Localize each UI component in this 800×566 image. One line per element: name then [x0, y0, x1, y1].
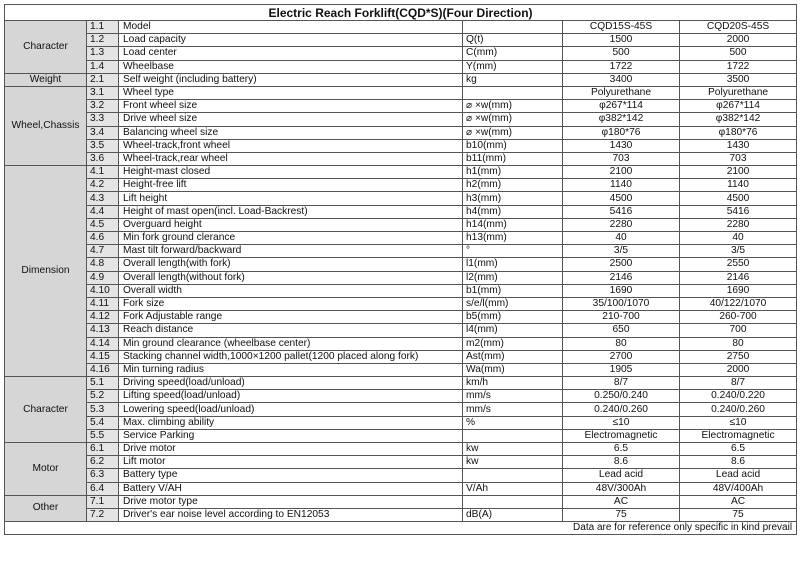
row-item: Service Parking	[119, 429, 463, 442]
row-value-model-2: 80	[680, 337, 797, 350]
row-value-model-2: 2000	[680, 34, 797, 47]
row-value-model-1: φ382*142	[563, 113, 680, 126]
row-unit: ⌀ ×w(mm)	[463, 100, 563, 113]
row-value-model-1: 8/7	[563, 377, 680, 390]
table-row	[5, 73, 797, 86]
title-row	[5, 5, 797, 21]
row-item: Wheel-track,front wheel	[119, 139, 463, 152]
row-value-model-1: 0.250/0.240	[563, 390, 680, 403]
row-item: Battery type	[119, 469, 463, 482]
table-row	[5, 337, 797, 350]
row-item: Front wheel size	[119, 100, 463, 113]
row-value-model-2: 2000	[680, 363, 797, 376]
row-number: 3.6	[87, 152, 119, 165]
row-item: Max. climbing ability	[119, 416, 463, 429]
row-number: 4.2	[87, 179, 119, 192]
row-unit: Y(mm)	[463, 60, 563, 73]
row-number: 6.1	[87, 443, 119, 456]
row-number: 4.4	[87, 205, 119, 218]
table-row	[5, 363, 797, 376]
row-number: 4.5	[87, 218, 119, 231]
row-unit: °	[463, 245, 563, 258]
row-number: 6.2	[87, 456, 119, 469]
spec-sheet	[4, 4, 796, 535]
row-number: 7.2	[87, 508, 119, 521]
row-unit: b11(mm)	[463, 152, 563, 165]
row-unit: h14(mm)	[463, 218, 563, 231]
row-value-model-2: 2100	[680, 166, 797, 179]
table-row	[5, 495, 797, 508]
row-value-model-2: 40	[680, 232, 797, 245]
row-value-model-2: 0.240/0.260	[680, 403, 797, 416]
row-value-model-1: 1722	[563, 60, 680, 73]
table-row	[5, 297, 797, 310]
table-row	[5, 245, 797, 258]
row-unit: l4(mm)	[463, 324, 563, 337]
row-number: 5.3	[87, 403, 119, 416]
table-row	[5, 34, 797, 47]
row-item: Fork size	[119, 297, 463, 310]
row-unit	[463, 495, 563, 508]
row-unit: C(mm)	[463, 47, 563, 60]
row-value-model-1: 3/5	[563, 245, 680, 258]
row-unit: km/h	[463, 377, 563, 390]
row-number: 4.3	[87, 192, 119, 205]
row-number: 4.9	[87, 271, 119, 284]
row-number: 6.4	[87, 482, 119, 495]
table-row	[5, 21, 797, 34]
row-unit: Wa(mm)	[463, 363, 563, 376]
row-item: Driver's ear noise level according to EN12053	[119, 508, 463, 521]
row-unit: b5(mm)	[463, 311, 563, 324]
row-value-model-2: CQD20S-45S	[680, 21, 797, 34]
group-label: Character	[5, 21, 87, 74]
row-item: Height of mast open(incl. Load-Backrest)	[119, 205, 463, 218]
row-value-model-2: 4500	[680, 192, 797, 205]
row-number: 4.6	[87, 232, 119, 245]
row-value-model-1: 2700	[563, 350, 680, 363]
row-value-model-1: 48V/300Ah	[563, 482, 680, 495]
row-item: Reach distance	[119, 324, 463, 337]
table-row	[5, 258, 797, 271]
row-unit: s/e/l(mm)	[463, 297, 563, 310]
row-value-model-2: 2550	[680, 258, 797, 271]
row-number: 4.8	[87, 258, 119, 271]
row-item: Mast tilt forward/backward	[119, 245, 463, 258]
row-item: Overall width	[119, 284, 463, 297]
table-row	[5, 377, 797, 390]
row-value-model-1: ≤10	[563, 416, 680, 429]
row-number: 4.7	[87, 245, 119, 258]
table-row	[5, 126, 797, 139]
table-row	[5, 416, 797, 429]
row-value-model-1: 40	[563, 232, 680, 245]
table-row	[5, 482, 797, 495]
row-value-model-1: 2500	[563, 258, 680, 271]
table-title: Electric Reach Forklift(CQD*S)(Four Direction)	[5, 5, 797, 21]
table-row	[5, 403, 797, 416]
row-number: 4.15	[87, 350, 119, 363]
row-number: 4.12	[87, 311, 119, 324]
table-row	[5, 166, 797, 179]
row-item: Battery V/AH	[119, 482, 463, 495]
row-number: 3.5	[87, 139, 119, 152]
row-unit: Q(t)	[463, 34, 563, 47]
table-row	[5, 192, 797, 205]
row-value-model-2: 0.240/0.220	[680, 390, 797, 403]
table-row	[5, 60, 797, 73]
group-label: Weight	[5, 73, 87, 86]
row-value-model-1: CQD15S-45S	[563, 21, 680, 34]
row-value-model-2: 1140	[680, 179, 797, 192]
row-unit	[463, 429, 563, 442]
table-row	[5, 284, 797, 297]
row-unit: b1(mm)	[463, 284, 563, 297]
row-unit: h4(mm)	[463, 205, 563, 218]
row-value-model-2: AC	[680, 495, 797, 508]
row-value-model-1: Electromagnetic	[563, 429, 680, 442]
row-unit: h1(mm)	[463, 166, 563, 179]
row-unit: %	[463, 416, 563, 429]
row-item: Min ground clearance (wheelbase center)	[119, 337, 463, 350]
row-value-model-2: 2750	[680, 350, 797, 363]
row-unit	[463, 86, 563, 99]
row-item: Overall length(without fork)	[119, 271, 463, 284]
row-item: Lifting speed(load/unload)	[119, 390, 463, 403]
row-number: 4.13	[87, 324, 119, 337]
row-number: 3.1	[87, 86, 119, 99]
table-row	[5, 100, 797, 113]
table-row	[5, 390, 797, 403]
table-row	[5, 113, 797, 126]
table-row	[5, 456, 797, 469]
row-value-model-2: 48V/400Ah	[680, 482, 797, 495]
row-number: 2.1	[87, 73, 119, 86]
row-number: 1.2	[87, 34, 119, 47]
row-number: 1.4	[87, 60, 119, 73]
row-item: Lift height	[119, 192, 463, 205]
table-row	[5, 271, 797, 284]
row-value-model-2: 2146	[680, 271, 797, 284]
table-row	[5, 311, 797, 324]
row-item: Model	[119, 21, 463, 34]
table-row	[5, 324, 797, 337]
row-number: 4.14	[87, 337, 119, 350]
row-value-model-2: Lead acid	[680, 469, 797, 482]
row-value-model-2: φ382*142	[680, 113, 797, 126]
table-row	[5, 179, 797, 192]
row-value-model-1: 1905	[563, 363, 680, 376]
row-unit	[463, 469, 563, 482]
row-value-model-1: Polyurethane	[563, 86, 680, 99]
group-label: Motor	[5, 443, 87, 496]
row-value-model-2: 8/7	[680, 377, 797, 390]
row-unit: kw	[463, 456, 563, 469]
row-number: 7.1	[87, 495, 119, 508]
table-row	[5, 232, 797, 245]
row-item: Overguard height	[119, 218, 463, 231]
row-value-model-1: φ267*114	[563, 100, 680, 113]
table-row	[5, 218, 797, 231]
row-value-model-2: φ180*76	[680, 126, 797, 139]
row-unit: h3(mm)	[463, 192, 563, 205]
row-value-model-1: 4500	[563, 192, 680, 205]
row-unit: h13(mm)	[463, 232, 563, 245]
row-value-model-2: 700	[680, 324, 797, 337]
row-item: Wheel-track,rear wheel	[119, 152, 463, 165]
table-row	[5, 443, 797, 456]
row-number: 4.10	[87, 284, 119, 297]
row-item: Lift motor	[119, 456, 463, 469]
group-label: Dimension	[5, 166, 87, 377]
row-value-model-1: 1140	[563, 179, 680, 192]
table-row	[5, 139, 797, 152]
row-value-model-1: φ180*76	[563, 126, 680, 139]
row-item: Lowering speed(load/unload)	[119, 403, 463, 416]
table-row	[5, 469, 797, 482]
row-unit: mm/s	[463, 403, 563, 416]
row-value-model-1: 6.5	[563, 443, 680, 456]
row-unit: mm/s	[463, 390, 563, 403]
row-item: Height-mast closed	[119, 166, 463, 179]
row-item: Height-free lift	[119, 179, 463, 192]
row-value-model-2: 260-700	[680, 311, 797, 324]
row-item: Min fork ground clerance	[119, 232, 463, 245]
row-value-model-1: 5416	[563, 205, 680, 218]
row-value-model-2: 8.6	[680, 456, 797, 469]
row-number: 4.1	[87, 166, 119, 179]
table-row	[5, 86, 797, 99]
row-number: 5.2	[87, 390, 119, 403]
row-item: Driving speed(load/unload)	[119, 377, 463, 390]
row-value-model-1: 2146	[563, 271, 680, 284]
table-row	[5, 429, 797, 442]
row-value-model-2: 3/5	[680, 245, 797, 258]
row-value-model-1: 703	[563, 152, 680, 165]
row-value-model-1: 80	[563, 337, 680, 350]
row-value-model-1: Lead acid	[563, 469, 680, 482]
row-unit: dB(A)	[463, 508, 563, 521]
row-value-model-1: 210-700	[563, 311, 680, 324]
row-number: 5.4	[87, 416, 119, 429]
row-unit: kw	[463, 443, 563, 456]
group-label: Wheel,Chassis	[5, 86, 87, 165]
row-unit: Ast(mm)	[463, 350, 563, 363]
row-unit	[463, 21, 563, 34]
row-number: 1.3	[87, 47, 119, 60]
row-value-model-2: 1722	[680, 60, 797, 73]
row-unit: l2(mm)	[463, 271, 563, 284]
row-number: 4.11	[87, 297, 119, 310]
footnote-row	[5, 522, 797, 535]
row-value-model-2: φ267*114	[680, 100, 797, 113]
row-number: 1.1	[87, 21, 119, 34]
row-item: Wheel type	[119, 86, 463, 99]
table-row	[5, 508, 797, 521]
row-unit: ⌀ ×w(mm)	[463, 113, 563, 126]
row-value-model-2: Polyurethane	[680, 86, 797, 99]
row-unit: h2(mm)	[463, 179, 563, 192]
row-value-model-1: 2100	[563, 166, 680, 179]
row-value-model-1: 650	[563, 324, 680, 337]
row-item: Drive motor	[119, 443, 463, 456]
row-number: 3.2	[87, 100, 119, 113]
row-value-model-1: 0.240/0.260	[563, 403, 680, 416]
row-value-model-2: 1690	[680, 284, 797, 297]
group-label: Character	[5, 377, 87, 443]
row-value-model-1: 2280	[563, 218, 680, 231]
row-unit: ⌀ ×w(mm)	[463, 126, 563, 139]
row-number: 3.3	[87, 113, 119, 126]
row-unit: l1(mm)	[463, 258, 563, 271]
table-row	[5, 205, 797, 218]
spec-table	[4, 4, 797, 535]
row-item: Drive motor type	[119, 495, 463, 508]
row-item: Load center	[119, 47, 463, 60]
row-value-model-1: 1500	[563, 34, 680, 47]
row-value-model-1: 1430	[563, 139, 680, 152]
row-item: Overall length(with fork)	[119, 258, 463, 271]
row-value-model-2: 1430	[680, 139, 797, 152]
row-value-model-1: 35/100/1070	[563, 297, 680, 310]
row-value-model-1: 1690	[563, 284, 680, 297]
row-unit: b10(mm)	[463, 139, 563, 152]
row-item: Stacking channel width,1000×1200 pallet(1200 placed along fork)	[119, 350, 463, 363]
row-value-model-1: 75	[563, 508, 680, 521]
row-value-model-2: 3500	[680, 73, 797, 86]
table-row	[5, 152, 797, 165]
row-item: Self weight (including battery)	[119, 73, 463, 86]
row-number: 3.4	[87, 126, 119, 139]
row-item: Load capacity	[119, 34, 463, 47]
row-value-model-2: 5416	[680, 205, 797, 218]
row-number: 5.5	[87, 429, 119, 442]
row-value-model-1: 500	[563, 47, 680, 60]
row-item: Balancing wheel size	[119, 126, 463, 139]
footnote: Data are for reference only specific in kind prevail	[5, 522, 797, 535]
row-value-model-2: 500	[680, 47, 797, 60]
table-row	[5, 47, 797, 60]
row-value-model-1: AC	[563, 495, 680, 508]
table-row	[5, 350, 797, 363]
row-number: 4.16	[87, 363, 119, 376]
row-value-model-2: 703	[680, 152, 797, 165]
row-number: 5.1	[87, 377, 119, 390]
row-value-model-1: 3400	[563, 73, 680, 86]
row-item: Min turning radius	[119, 363, 463, 376]
row-unit: kg	[463, 73, 563, 86]
group-label: Other	[5, 495, 87, 521]
row-number: 6.3	[87, 469, 119, 482]
row-value-model-2: 6.5	[680, 443, 797, 456]
row-value-model-2: Electromagnetic	[680, 429, 797, 442]
row-unit: V/Ah	[463, 482, 563, 495]
row-value-model-1: 8.6	[563, 456, 680, 469]
row-value-model-2: 2280	[680, 218, 797, 231]
row-item: Fork Adjustable range	[119, 311, 463, 324]
row-item: Wheelbase	[119, 60, 463, 73]
row-unit: m2(mm)	[463, 337, 563, 350]
row-value-model-2: ≤10	[680, 416, 797, 429]
row-value-model-2: 75	[680, 508, 797, 521]
row-value-model-2: 40/122/1070	[680, 297, 797, 310]
row-item: Drive wheel size	[119, 113, 463, 126]
